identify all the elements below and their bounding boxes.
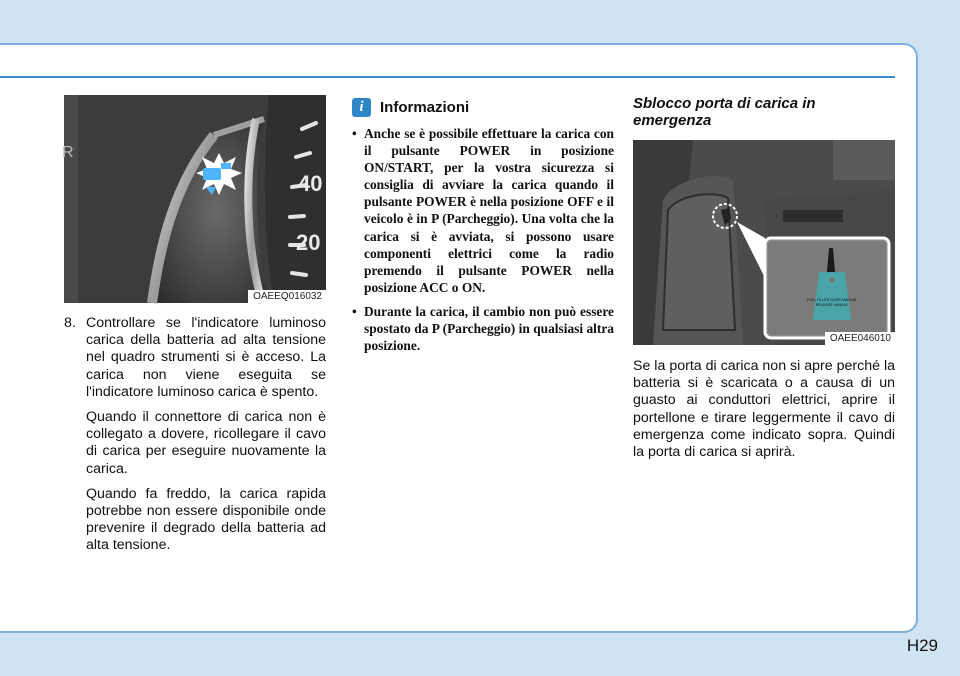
list-item <box>352 125 614 296</box>
step-paragraph: Controllare se l'indicatore luminoso carica della batteria ad alta tensione nel quadro strumenti si è acceso. La carica non viene eseguita se l'indicatore luminoso carica è spento. <box>86 315 326 400</box>
info-icon: i <box>352 98 371 117</box>
column-left <box>64 95 326 563</box>
info-header <box>352 95 614 119</box>
gauge-label-40: 40 <box>298 171 323 196</box>
step-paragraph: Quando fa freddo, la carica rapida potrebbe non essere disponibile onde prevenire il degrado della batteria ad alta tensione. <box>86 485 326 554</box>
bullet-mark: • <box>352 126 357 141</box>
bullet-mark: • <box>352 303 357 319</box>
step-paragraph: Quando il connettore di carica non è collegato a dovere, ricollegare il cavo di carica per eseguire nuovamente la carica. <box>86 409 326 477</box>
gauge-label-20: 20 <box>296 230 321 255</box>
section-paragraph: Se la porta di carica non si apre perché la batteria si è scaricata o a causa di un guasto ai conduttori elettrici, aprire il portellone e tirare leggermente il cavo di emergenza come indicato sopra. Quindi la porta di carica si aprirà. <box>633 358 895 461</box>
tag-label: FUEL FILLER DOOR MANUAL <box>807 298 857 302</box>
list-item <box>352 303 614 354</box>
page-number: H29 <box>906 636 938 655</box>
bullet-text: Anche se è possibile effettuare la carica con il pulsante POWER in posizione ON/START, per la vostra sicurezza si consiglia di avviare la carica quando il pulsante POWER è nella posizione OFF e il veicolo è in P (Parcheggio). Una volta che la carica si è avviata, si possono usare componenti elettrici come la radio premendo il pulsante POWER nella posizione ACC o ON. <box>364 126 614 295</box>
step-number: 8. <box>64 315 76 331</box>
emergency-release-figure <box>633 140 895 345</box>
column-right <box>633 95 895 461</box>
figure-code: OAEEQ016032 <box>248 290 326 303</box>
tag-label: RELEASE HANDLE <box>815 303 849 307</box>
cluster-illustration <box>64 95 326 303</box>
info-bullets <box>352 125 614 354</box>
step-8 <box>64 315 326 563</box>
column-middle <box>352 95 614 361</box>
bullet-text: Durante la carica, il cambio non può essere spostato da P (Parcheggio) in qualsiasi altra posizione. <box>364 303 614 354</box>
section-title: Sblocco porta di carica in emergenza <box>633 95 816 129</box>
info-title: Informazioni <box>380 98 470 116</box>
instrument-cluster-figure <box>64 95 326 303</box>
trunk-illustration <box>633 140 895 345</box>
gauge-partial-label: R <box>62 144 74 161</box>
figure-code: OAEE046010 <box>825 332 895 345</box>
header-rule <box>0 76 895 78</box>
